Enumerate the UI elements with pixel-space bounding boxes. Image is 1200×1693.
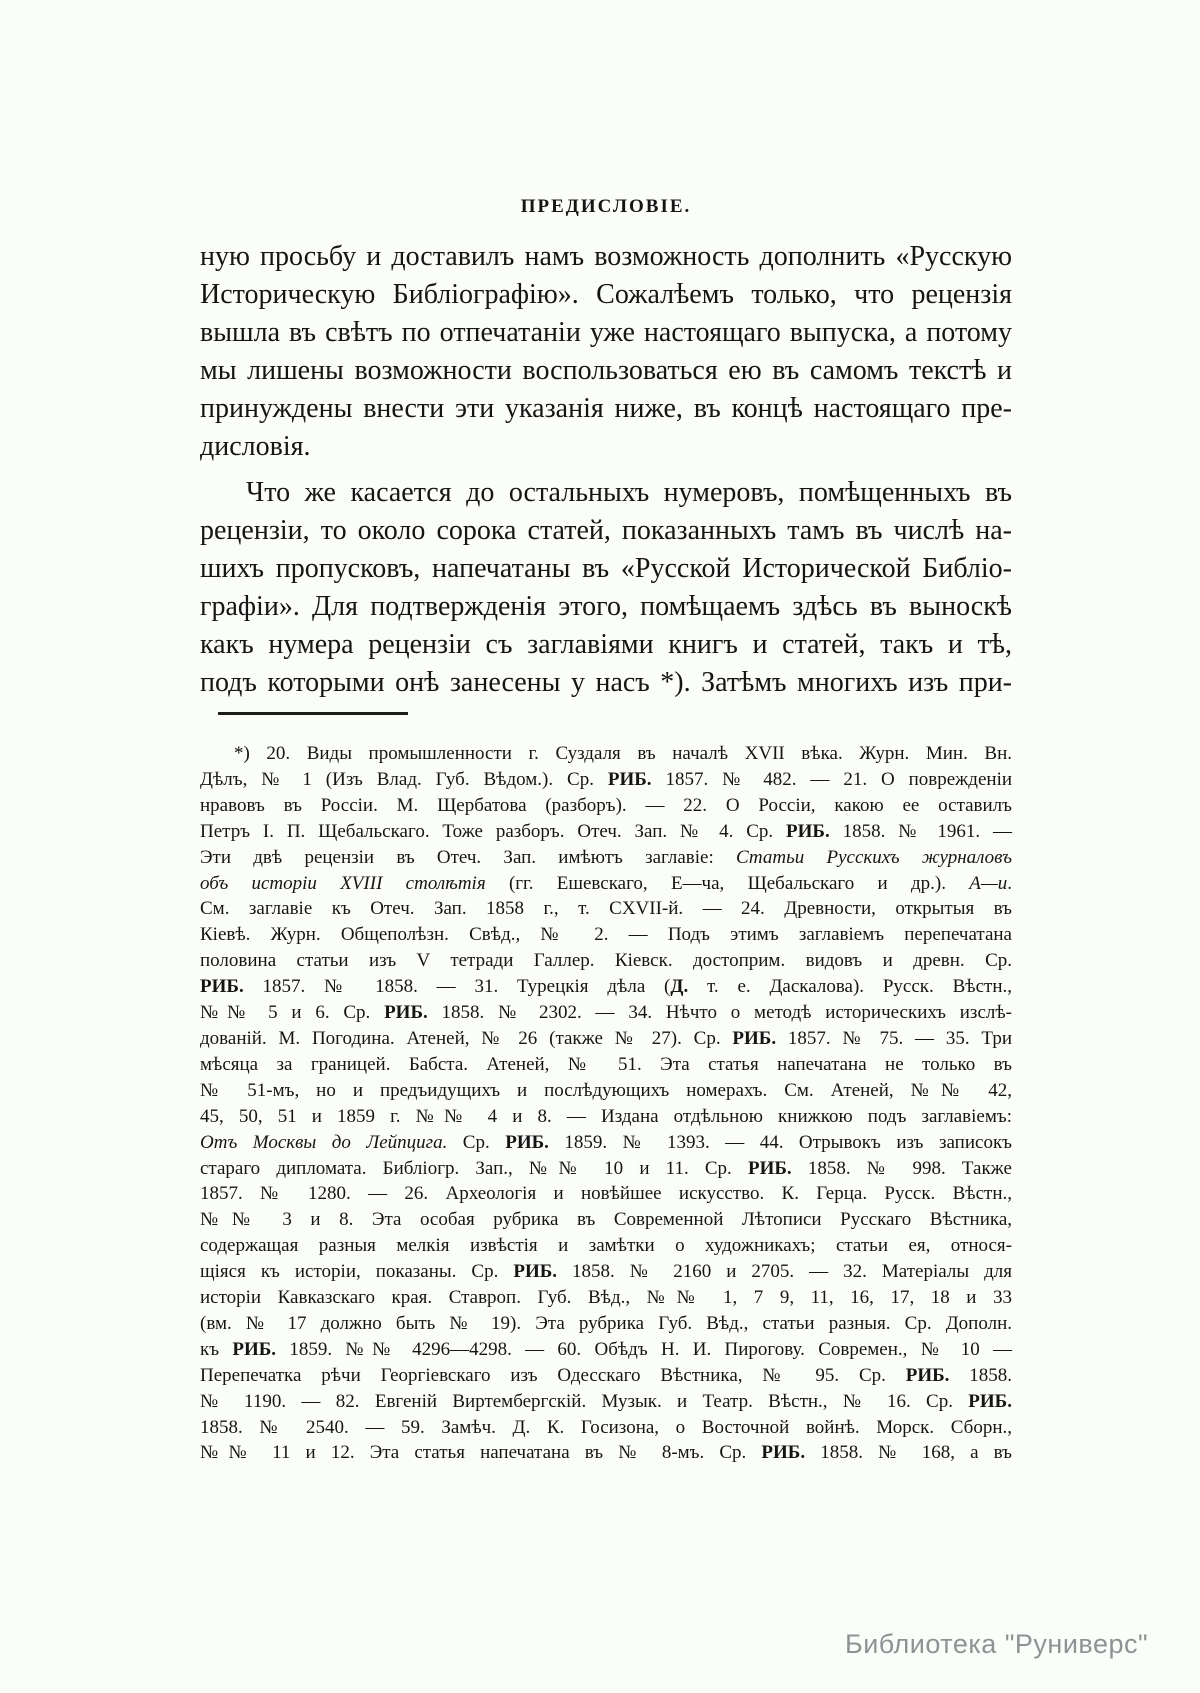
footnote-segment: 1858. № 168, а въ	[805, 1442, 1012, 1464]
footnote-segment: 1858. № 2540. — 59. Замѣч. Д. К. Госизона, о Восточной войнѣ. Морск. Сборн.,	[200, 1416, 1012, 1438]
footnote-segment: .	[1007, 872, 1012, 894]
abbrev-bold: РИБ.	[232, 1338, 277, 1360]
footnote-line	[200, 1156, 1012, 1182]
title-italic: объ исторіи XVIII столѣтія	[200, 872, 486, 894]
footnote-line	[200, 1311, 1012, 1337]
abbrev-bold: РИБ.	[505, 1131, 549, 1153]
footnote-line	[200, 1000, 1012, 1026]
text-line: мы лишены возможности воспользоваться ею въ самомъ текстѣ и	[200, 355, 1012, 386]
text-line: подъ которыми онѣ занесены у насъ *). Затѣмъ многихъ изъ при-	[200, 667, 1012, 698]
footnote-line	[200, 1104, 1012, 1130]
footnote-line	[200, 845, 1012, 871]
footnote-line	[200, 1207, 1012, 1233]
footnote-segment: дованій. М. Погодина. Атеней, № 26 (также № 27). Ср.	[200, 1027, 733, 1049]
footnote-line	[200, 741, 1012, 767]
main-text	[200, 238, 1012, 702]
text-line: шихъ пропусковъ, напечатаны въ «Русской Исторической Библіо-	[200, 553, 1012, 584]
footnote-segment: 1857. № 482. — 21. О поврежденіи	[651, 768, 1013, 790]
footnote-segment: 1857. № 1280. — 26. Археологія и новѣйшее искусство. К. Герца. Русск. Вѣстн.,	[200, 1183, 1012, 1205]
abbrev-bold: РИБ.	[200, 976, 244, 998]
text-line: принуждены внести эти указанія ниже, въ концѣ настоящаго пре-	[200, 393, 1012, 424]
text-line: ную просьбу и доставилъ намъ возможность дополнить «Русскую	[200, 241, 1012, 272]
footnote-line	[200, 974, 1012, 1000]
footnote-segment: Перепечатка рѣчи Георгіевскаго изъ Одесскаго Вѣстника, № 95. Ср.	[200, 1364, 906, 1386]
abbrev-bold: РИБ.	[905, 1364, 950, 1386]
paragraph	[200, 474, 1012, 702]
footnote-line	[200, 1130, 1012, 1156]
footnote-segment: № 1190. — 82. Евгеній Виртембергскій. Музык. и Театр. Вѣстн., № 16. Ср.	[200, 1390, 969, 1412]
footnote-segment: (гг. Ешевскаго, Е—ча, Щебальскаго и др.).	[485, 872, 970, 894]
footnote-segment: къ	[200, 1338, 233, 1360]
text-line: графіи». Для подтвержденія этого, помѣщаемъ здѣсь въ выноскѣ	[200, 591, 1012, 622]
footnote-line	[200, 767, 1012, 793]
footnote-line	[200, 1259, 1012, 1285]
footnote-segment: Кіевѣ. Журн. Общеполѣзн. Свѣд., № 2. — Подъ этимъ заглавіемъ перепечатана	[200, 924, 1012, 946]
abbrev-bold: РИБ.	[732, 1027, 777, 1049]
abbrev-bold: РИБ.	[747, 1157, 792, 1179]
footnote-segment: *) 20. Виды промышленности г. Суздаля въ началѣ XVII вѣка. Журн. Мин. Вн.	[234, 743, 1012, 764]
footnote-line	[200, 793, 1012, 819]
footnote-segment: Дѣлъ, № 1 (Изъ Влад. Губ. Вѣдом.). Ср.	[200, 768, 608, 790]
footnote-line	[200, 1233, 1012, 1259]
footnote-segment: №№ 11 и 12. Эта статья напечатана въ № 8-мъ. Ср.	[200, 1442, 762, 1464]
abbrev-bold: РИБ.	[384, 1002, 428, 1024]
text-line: Что же касается до остальныхъ нумеровъ, помѣщенныхъ въ	[246, 477, 1012, 508]
footnote-segment: 1859. №№ 4296—4298. — 60. Обѣдъ Н. И. Пирогову. Современ., № 10 —	[276, 1338, 1012, 1360]
footnote-text	[200, 741, 1012, 1466]
title-italic: Статьи Русскихъ журналовъ	[735, 846, 1012, 868]
footnote-segment: стараго дипломата. Библіогр. Зап., №№ 10 и 11. Ср.	[200, 1157, 748, 1179]
footnote-line	[200, 1337, 1012, 1363]
footnote-segment: 1858. № 2160 и 2705. — 32. Матеріалы для	[557, 1261, 1012, 1283]
abbrev-bold: РИБ.	[513, 1261, 558, 1283]
title-italic: А—и	[969, 872, 1008, 894]
footnote-line	[200, 1052, 1012, 1078]
footnote-segment: №№ 3 и 8. Эта особая рубрика въ Современной Лѣтописи Русскаго Вѣстника,	[200, 1209, 1012, 1231]
abbrev-bold: РИБ.	[968, 1390, 1012, 1412]
text-line: рецензіи, то около сорока статей, показанныхъ тамъ въ числѣ на-	[200, 515, 1012, 546]
footnote-segment: 45, 50, 51 и 1859 г. №№ 4 и 8. — Издана отдѣльною книжкою подъ заглавіемъ:	[200, 1105, 1012, 1127]
title-italic: Отъ Москвы до Лейпцига.	[200, 1131, 448, 1153]
footnote-segment: 1858. № 998. Также	[791, 1157, 1012, 1179]
library-watermark: Библиотека "Руниверс"	[845, 1629, 1149, 1659]
footnote-line	[200, 1363, 1012, 1389]
footnote-line	[200, 1181, 1012, 1207]
footnote-line	[200, 1440, 1012, 1466]
footnote-segment: исторіи Кавказскаго края. Ставроп. Губ. Вѣд., №№ 1, 7 9, 11, 16, 17, 18 и 33	[200, 1287, 1012, 1309]
footnote-segment: 1858. № 1961. —	[829, 820, 1012, 842]
text-line: дисловія.	[200, 431, 311, 462]
page-title: ПРЕДИСЛОВІЕ.	[520, 196, 692, 217]
abbrev-bold: РИБ.	[786, 820, 830, 842]
footnote-segment: №№ 5 и 6. Ср.	[200, 1002, 385, 1024]
footnote-segment: т. е. Даскалова). Русск. Вѣстн.,	[688, 976, 1012, 998]
footnote-segment: Ср.	[447, 1131, 506, 1153]
footnote-segment: 1859. № 1393. — 44. Отрывокъ изъ записокъ	[548, 1131, 1012, 1153]
footnote-line	[200, 1078, 1012, 1104]
footnote-line	[200, 871, 1012, 897]
footnote-line	[200, 1285, 1012, 1311]
paragraph	[200, 238, 1012, 466]
text-line: вышла въ свѣтъ по отпечатаніи уже настоящаго выпуска, а потому	[200, 317, 1012, 348]
abbrev-bold: РИБ.	[761, 1442, 806, 1464]
footnote-segment: См. заглавіе къ Отеч. Зап. 1858 г., т. CXVII-й. — 24. Древности, открытыя въ	[200, 898, 1012, 920]
footnote-segment: Эти двѣ рецензіи въ Отеч. Зап. имѣютъ заглавіе:	[200, 846, 736, 868]
footnote-segment: 1858.	[949, 1364, 1013, 1386]
footnote-segment: 1858. № 2302. — 34. Нѣчто о методѣ историческихъ изслѣ-	[427, 1002, 1012, 1024]
footnote-segment: содержащая разныя мелкія извѣстія и замѣтки о художникахъ; статьи ея, относя-	[200, 1235, 1012, 1257]
footnote-line	[200, 1026, 1012, 1052]
footnote-line	[200, 922, 1012, 948]
abbrev-bold: РИБ.	[607, 768, 652, 790]
footnote-segment: половина статьи изъ V тетради Галлер. Кіевск. достоприм. видовъ и древн. Ср.	[200, 950, 1012, 972]
footnote-segment: мѣсяца за границей. Бабста. Атеней, № 51. Эта статья напечатана не только въ	[200, 1053, 1012, 1075]
footnote-segment: № 51-мъ, но и предъидущихъ и послѣдующихъ номерахъ. См. Атеней, №№ 42,	[200, 1079, 1012, 1101]
text-line: Историческую Библіографію». Сожалѣемъ только, что рецензія	[200, 279, 1012, 310]
text-line: какъ нумера рецензіи съ заглавіями книгъ и статей, такъ и тѣ,	[200, 629, 1012, 660]
footnote-line	[200, 948, 1012, 974]
footnote-segment: 1857. № 1858. — 31. Турецкія дѣла (	[243, 976, 671, 998]
footnote-line	[200, 896, 1012, 922]
footnote-line	[200, 1415, 1012, 1441]
abbrev-bold: Д.	[670, 976, 689, 998]
footnote-line	[200, 819, 1012, 845]
footnote-line	[200, 1389, 1012, 1415]
footnote-segment: 1857. № 75. — 35. Три	[776, 1027, 1012, 1049]
footnote-segment: Петръ I. П. Щебальскаго. Тоже разборъ. Отеч. Зап. № 4. Ср.	[200, 820, 787, 842]
footnote-segment: щіяся къ исторіи, показаны. Ср.	[200, 1261, 514, 1283]
footnote-segment: нравовъ въ Россіи. М. Щербатова (разборъ). — 22. О Россіи, какою ее оставилъ	[200, 794, 1012, 816]
footnote-segment: (вм. № 17 должно быть № 19). Эта рубрика Губ. Вѣд., статьи разныя. Ср. Дополн.	[200, 1312, 1012, 1334]
footnote-separator	[218, 712, 408, 715]
